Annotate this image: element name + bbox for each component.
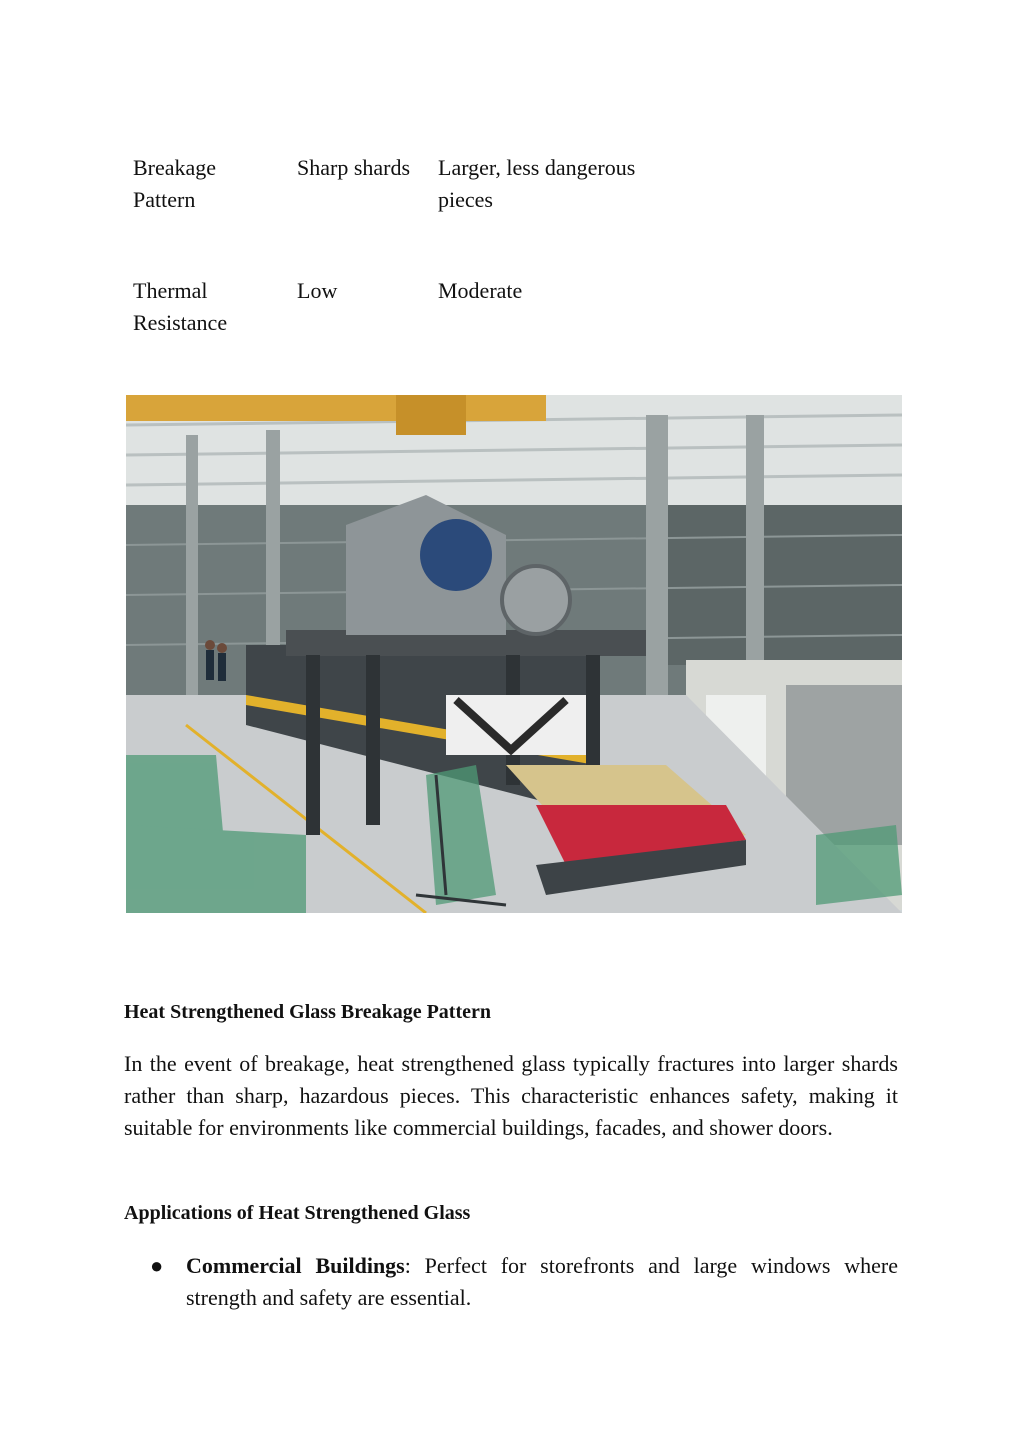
table-cell-breakage-heat-strengthened: Larger, less dangerous pieces (438, 155, 636, 212)
section-heading-applications: Applications of Heat Strengthened Glass (124, 1202, 471, 1224)
table-cell-thermal-annealed: Low (297, 278, 338, 303)
table-cell-breakage-property: Breakage Pattern (133, 155, 217, 212)
list-item-title: Commercial Buildings (186, 1253, 405, 1278)
factory-photo-icon (126, 395, 902, 913)
table-cell-breakage-annealed: Sharp shards (297, 155, 411, 180)
list-item-description: : Perfect for storefronts and large windows where strength and safety are essential. (186, 1253, 898, 1310)
section-heading-breakage: Heat Strengthened Glass Breakage Pattern (124, 1001, 492, 1023)
breakage-paragraph: In the event of breakage, heat strengthened glass typically fractures into larger shards rather than sharp, hazardous pieces. This characteristic enhances safety, making it suitable for environments like commercial buildings, facades, and shower doors. (124, 1051, 898, 1140)
table-cell-thermal-property: Thermal Resistance (133, 278, 228, 335)
factory-photo (126, 395, 902, 913)
bullet-icon: ● (150, 1253, 164, 1278)
list-item-text (186, 1250, 898, 1314)
table-cell-thermal-heat-strengthened: Moderate (438, 278, 523, 303)
